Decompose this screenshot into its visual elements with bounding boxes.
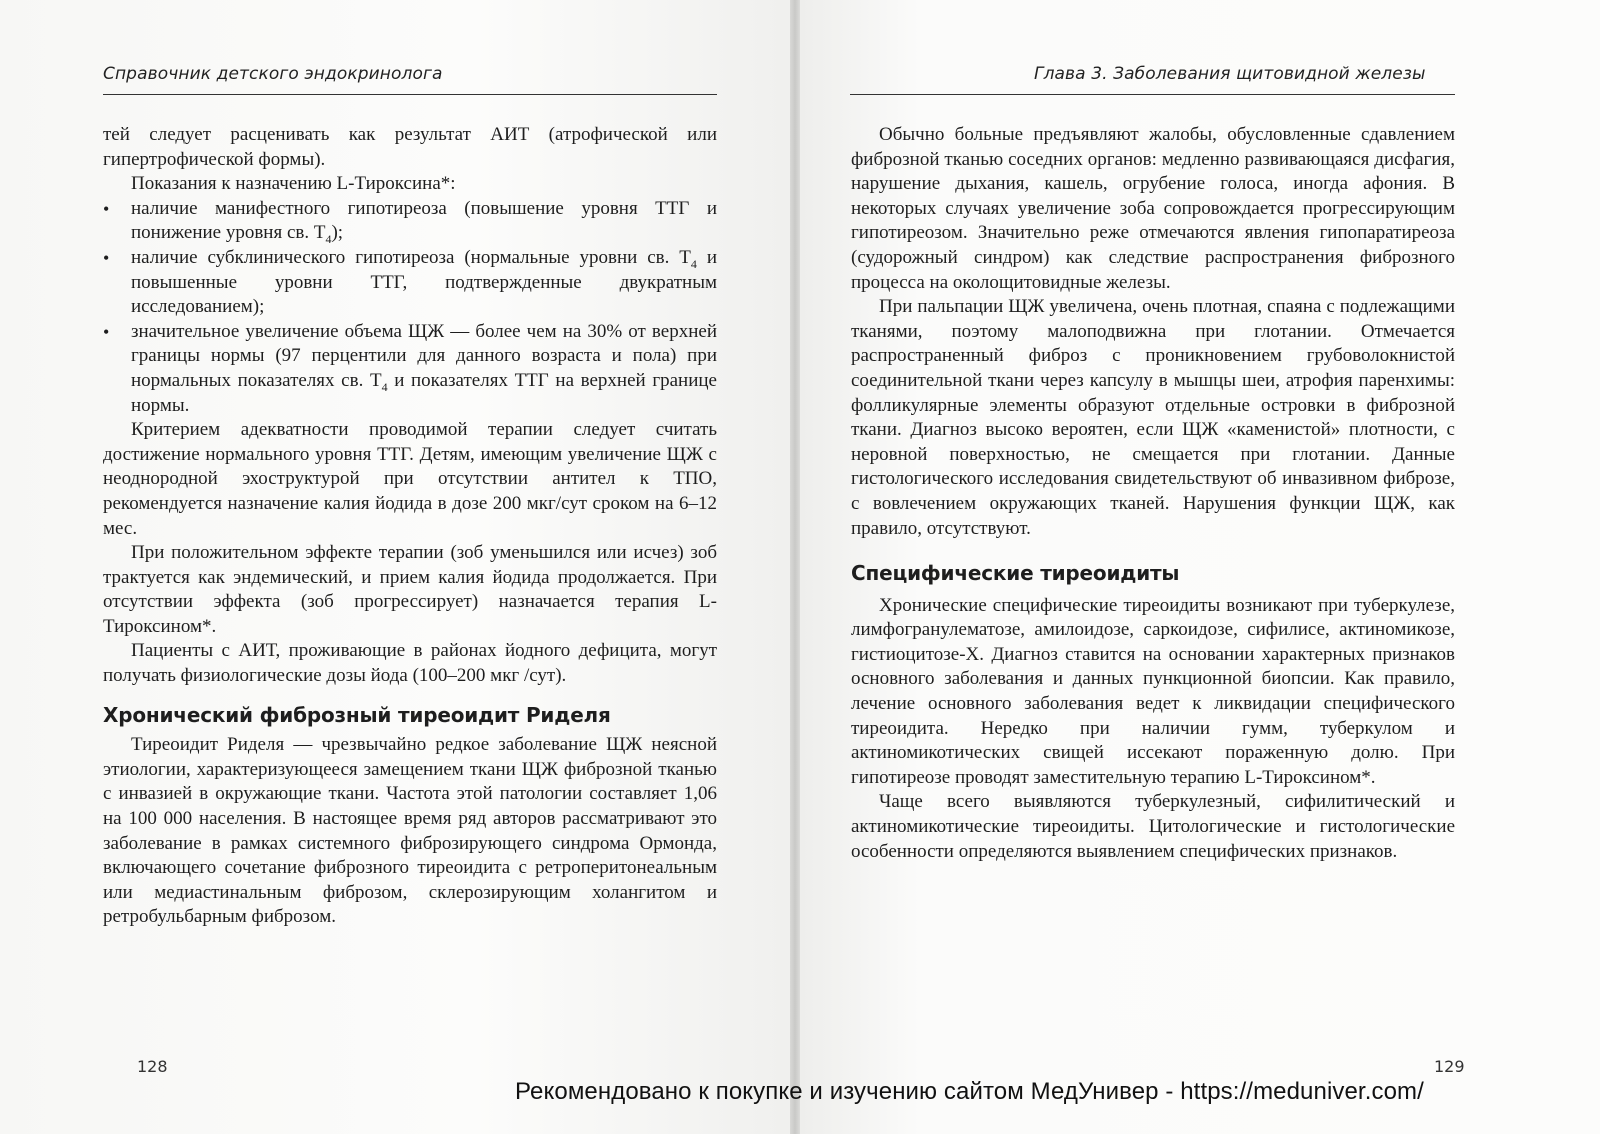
left-page [0,0,790,1134]
right-paragraph-1: Обычно больные предъявляют жалобы, обусловленные сдавлением фиброзной тканью соседних органов: медленно развивающаяся дисфагия, нарушение дыхания, кашель, огрубение голоса, иногда афония. В некоторых случаях увеличение зоба сопровождается прогрессирующим гипотиреозом. Значительно реже отмечаются явления гипопаратиреоза (судорожный синдром) как следствие распространения фиброзного процесса на околощитовидные железы. [851,124,1455,293]
left-paragraph-6: Тиреоидит Риделя — чрезвычайно редкое заболевание ЩЖ неясной этиологии, характеризующееся замещением ткани ЩЖ фиброзной тканью с инвазией в окружающие ткани. Частота этой патологии составляет 1,06 на 100 000 населения. В настоящее время ряд авторов рассматривают это заболевание в рамках системного фиброзирующего синдрома Ормонда, включающего сочетание фиброзного тиреоидита с ретроперитонеальным или медиастинальным фиброзом, склерозирующим холангитом и ретробульбарным фиброзом. [103,734,717,928]
right-page [800,0,1600,1134]
book-gutter [790,0,800,1134]
list-item: • значительное увеличение объема ЩЖ — более чем на 30% от верхней границы нормы (97 перцентили для данного возраста и пола) при нормальных показателях св. $T_4$ и показателях ТТГ на верхней границе нормы. [103,320,717,416]
right-paragraph-4: Чаще всего выявляются туберкулезный, сифилитический и актиномикотические тиреоидиты. Цитологические и гистологические особенности определяются выявлением специфических признаков. [851,791,1455,862]
list-item: • наличие субклинического гипотиреоза (нормальные уровни св. $T_4$ и повышенные уровни ТТГ, подтвержденные двукратным исследованием); [103,246,717,318]
bullet-icon: • [103,247,110,268]
left-header-rule [103,94,717,95]
page-number-right: 129 [1434,1057,1465,1076]
bullet-icon: • [103,321,110,342]
page-number-left: 128 [137,1057,168,1076]
right-paragraph-2: При пальпации ЩЖ увеличена, очень плотная, спаяна с подлежащими тканями, поэтому малоподвижна при глотании. Отмечается распространенный фиброз с проникновением грубоволокнистой соединительной ткани через капсулу в мышцы шеи, атрофия паренхимы: фолликулярные элементы образуют отдельные островки в фиброзной ткани. Диагноз высоко вероятен, если ЩЖ «каменистой» плотности, с неровной поверхностью, не смещается при глотании. Данные гистологического исследования свидетельствуют об инвазивном фиброзе, с вовлечением окружающих тканей. Нарушения функции ЩЖ, как правило, отсутствуют. [851,296,1455,539]
left-running-head: Справочник детского эндокринолога [103,64,443,84]
indications-list [103,197,717,418]
left-paragraph-3: Критерием адекватности проводимой терапии следует считать достижение нормального уровня ТТГ. Детям, имеющим увеличение ЩЖ с неоднородной эхоструктурой при отсутствии антител к ТПО, рекомендуется назначение калия йодида в дозе 200 мкг/сут сроком на 6–12 мес. [103,419,717,539]
right-body [851,123,1455,864]
bullet-icon: • [103,198,110,219]
right-running-head: Глава 3. Заболевания щитовидной железы [1034,64,1426,84]
right-header-rule [850,94,1455,95]
list-item: • наличие манифестного гипотиреоза (повышение уровня ТТГ и понижение уровня св. $T_4$); [103,197,717,247]
site-watermark: Рекомендовано к покупке и изучению сайтом МедУнивер - https://meduniver.com/ [515,1078,1424,1105]
section-heading-specific: Специфические тиреоидиты [851,561,1180,586]
section-heading-riedel: Хронический фиброзный тиреоидит Риделя [103,702,611,727]
left-paragraph-4: При положительном эффекте терапии (зоб уменьшился или исчез) зоб трактуется как эндемический, и прием калия йодида продолжается. При отсутствии эффекта (зоб прогрессирует) назначается терапия L-Тироксином*. [103,542,717,637]
left-body [103,123,717,930]
left-paragraph-1: тей следует расценивать как результат АИТ (атрофической или гипертрофической формы). [103,124,717,170]
left-paragraph-2: Показания к назначению L-Тироксина*: [131,173,456,195]
right-paragraph-3: Хронические специфические тиреоидиты возникают при туберкулезе, лимфогранулематозе, амилоидозе, саркоидозе, сифилисе, актиномикозе, гистиоцитозе-Х. Диагноз ставится на основании характерных признаков основного заболевания и данных пункционной биопсии. Как правило, лечение основного заболевания ведет к ликвидации специфического тиреоидита. Нередко при наличии гумм, туберкулом и актиномикотических свищей иссекают пораженную долю. При гипотиреозе проводят заместительную терапию L-Тироксином*. [851,594,1455,788]
left-paragraph-5: Пациенты с АИТ, проживающие в районах йодного дефицита, могут получать физиологические дозы йода (100–200 мкг /сут). [103,640,717,687]
